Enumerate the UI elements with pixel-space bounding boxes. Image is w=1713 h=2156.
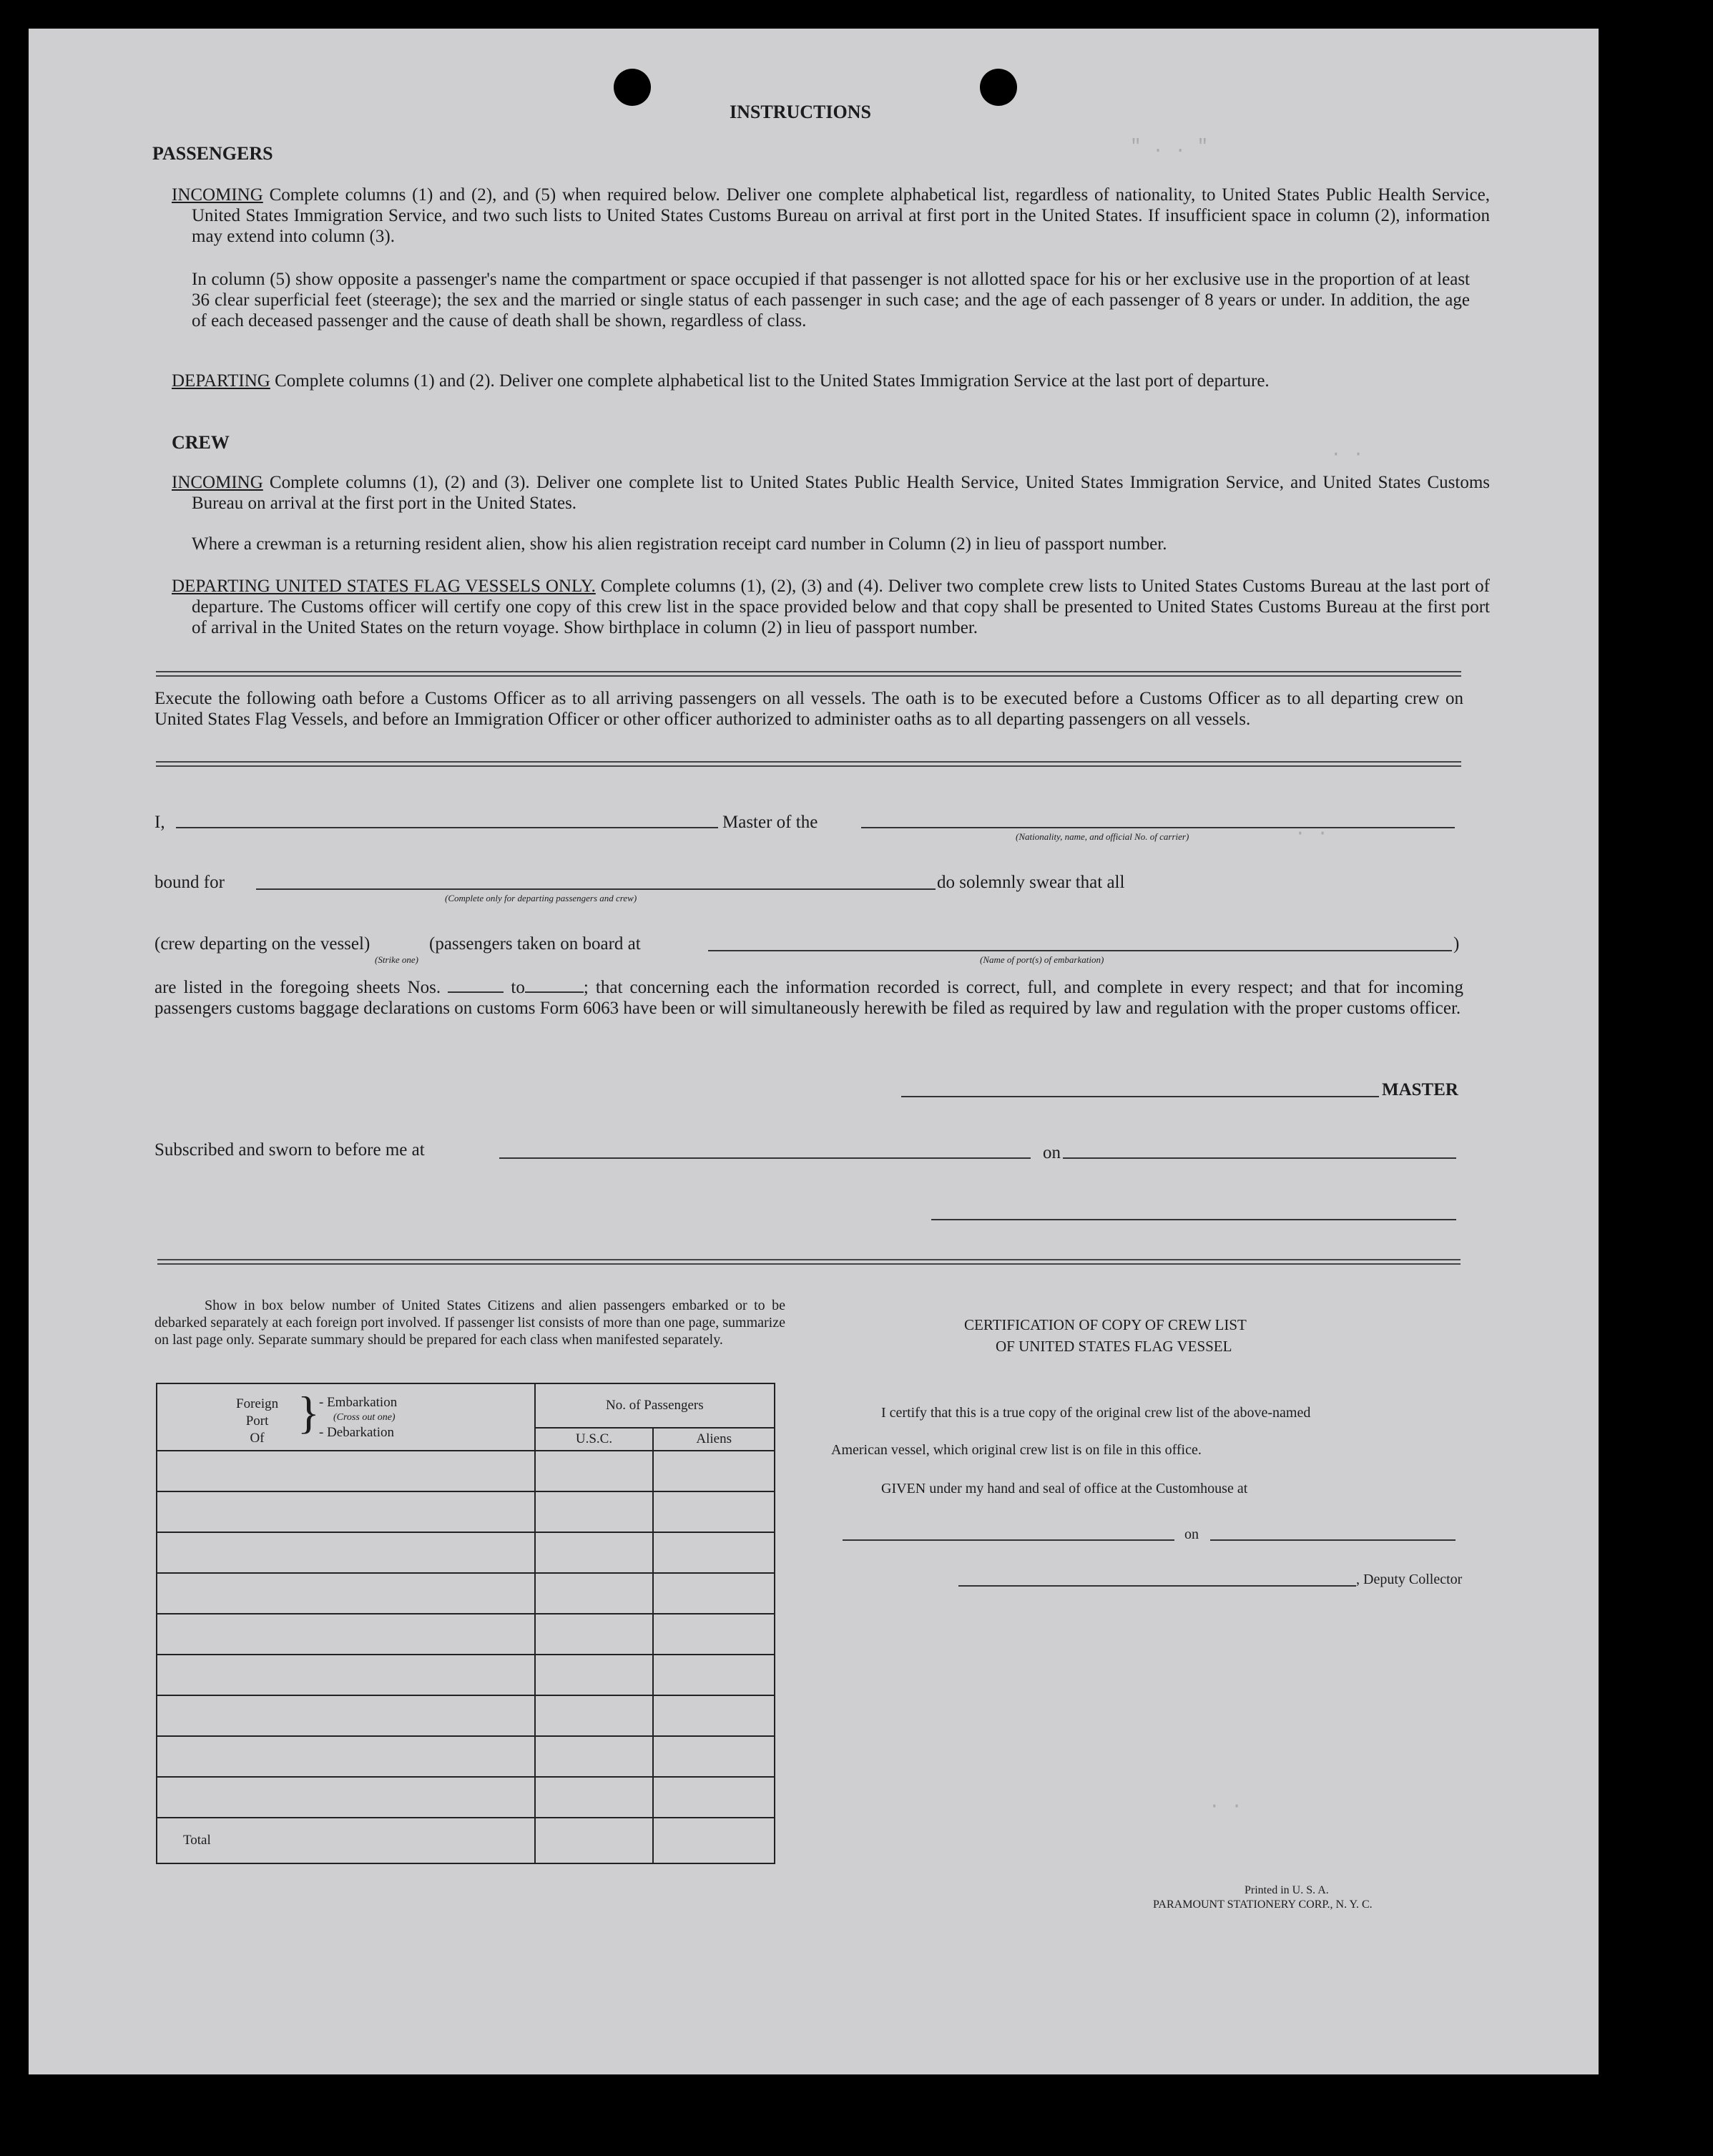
total-label: Total [157,1818,535,1863]
total-usc-cell[interactable] [535,1818,654,1863]
table-row [157,1491,775,1532]
ports-caption: (Name of port(s) of embarkation) [980,954,1104,965]
aliens-cell[interactable] [653,1451,775,1491]
passengers-taken-option: (passengers taken on board at [429,934,641,954]
no-of-passengers-header: No. of Passengers [535,1383,775,1428]
crew-heading: CREW [172,432,230,453]
given-line: GIVEN under my hand and seal of office at the Customhouse at [881,1481,1248,1496]
passengers-departing-paragraph: DEPARTING Complete columns (1) and (2). Deliver one complete alphabetical list to the United States Immigration Service at the last port of departure. [172,371,1270,391]
punch-hole [614,69,651,106]
sworn-place-field[interactable] [499,1157,1031,1159]
crew-departing-paragraph: DEPARTING UNITED STATES FLAG VESSELS ONLY. Complete columns (1), (2), (3) and (4). Deliver two complete crew lists to United States Customs Bureau at the last port of departure. The Customs officer will certify one copy of this crew list in the space provided below and that copy shall be presented to United States Customs Bureau at the first port of arrival in the United States on the return voyage. Show birthplace in column (2) in lieu of passport number. [172,577,1490,637]
master-name-field[interactable] [176,827,732,828]
passengers-incoming-paragraph: INCOMING Complete columns (1) and (2), and (5) when required below. Deliver one complete alphabetical list, regardless of nationality, to United States Public Health Service, United States Immigration Service, and two such lists to United States Customs Bureau on arrival at first port in the United States. If insufficient space in column (2), information may extend into column (3). [172,185,1490,246]
certification-title-2: OF UNITED STATES FLAG VESSEL [996,1338,1232,1355]
crew-departing-label: DEPARTING UNITED STATES FLAG VESSELS ONLY. [172,577,596,596]
sworn-on-label: on [1043,1143,1061,1162]
table-row [157,1573,775,1614]
deputy-collector-label: , Deputy Collector [1356,1572,1463,1587]
port-cell[interactable] [157,1532,535,1573]
table-row [157,1614,775,1655]
port-cell[interactable] [157,1777,535,1818]
printed-in: Printed in U. S. A. [1245,1884,1329,1896]
sworn-date-field[interactable] [1063,1157,1456,1159]
swear-label: do solemnly swear that all [937,873,1125,892]
form-page: " . . " · · · · · · INSTRUCTIONS PASSENGERS INCOMING Complete columns (1) and (2), and (5) when required below. Deliver one complete alphabetical list, regardless of nationality, to United States Public Health Service, United States Immigration Service, and two such lists to United States Customs Bureau on arrival at first port in the United States. If insufficient space in column (2), information may extend into column (3). In column (5) show opposite a passenger's name the compartment or space occupied if that passenger is not allotted space for his or her exclusive use in the proportion of at least 36 clear superficial feet (steerage); the sex and the married or single status of each passenger in such case; and the age of each passenger of 8 years or under. In addition, the age of each deceased passenger and the cause of death shall be shown, regardless of class. DEPARTING Complete columns (1) and (2). Deliver one complete alphabetical list to the United States Immigration Service at the last port of departure. CREW INCOMING Complete columns (1), (2) and (3). Deliver one complete list to United States Public Health Service, United States Immigration Service, and United States Customs Bureau on arrival at the first port in the United States. Where a crewman is a returning resident alien, show his alien registration receipt card number in Column (2) in lieu of passport number. DEPARTING UNITED STATES FLAG VESSELS ONLY. Complete columns (1), (2), (3) and (4). Deliver two complete crew lists to United States Customs Bureau at the last port of departure. The Customs officer will certify one copy of this crew list in the space provided below and that copy shall be presented to United States Customs Bureau at the first port of arrival in the United States on the return voyage. Show birthplace in column (2) in lieu of passport number. Execute the following oath before a Customs Officer as to all arriving passengers on all vessels. The oath is to be executed before a Customs Officer as to all departing crew on United States Flag Vessels, and before an Immigration Officer or other officer authorized to administer oaths as to all departing passengers on all vessels. I, Master of the (Nationality, name, and official No. of carrier) bound for (Complete only for departing passengers and crew) do solemnly swear that all (crew departing on the vessel) (passengers taken on board at ) (Strike one) (Name of port(s) of embarkation) are listed in the foregoing sheets Nos. to ; that concerning each the information recorded is correct, full, and complete in every respect; and that for incoming passengers customs baggage declarations on customs Form 6063 have been or will simultaneously herewith be filed as required by law and regulation with the proper customs officer. MASTER Subscribed and sworn to before me at on Show in box below number of United States Citizens and alien passengers embarked or to be debarked separately at each foreign port involved. If passenger list consists of more than one page, summarize on last page only. Separate summary should be prepared for each class when manifested separately. Foreign Port Of } - Embarkation (Cross out one) - Debarkation No. of Passengers U.S.C. Aliens Total CERTIFICATION OF COPY OF CREW LIST OF UNITED STATES FLAG VESSEL I certify that this is a true copy of the original crew list of the above-named American vessel, which original crew list is on file in this office. GIVEN under my hand and seal of office at the Customhouse at on , Deputy Collector Printed in U. S. A. PARAMOUNT STATIONERY CORP., N. Y. C. [29,29,1599,2074]
cross-out-note: (Cross out one) [333,1412,396,1423]
divider [156,761,1461,767]
crewman-paragraph: Where a crewman is a returning resident alien, show his alien registration receipt card number in Column (2) in lieu of passport number. [192,534,1167,554]
crew-incoming-paragraph: INCOMING Complete columns (1), (2) and (3). Deliver one complete list to United States Public Health Service, United States Immigration Service, and United States Customs Bureau on arrival at the first port in the United States. [172,473,1490,513]
passengers-heading: PASSENGERS [152,143,273,164]
table-row [157,1655,775,1695]
port-cell[interactable] [157,1573,535,1614]
bound-for-label: bound for [154,873,225,892]
master-label: MASTER [1379,1080,1458,1100]
table-row [157,1532,775,1573]
debarkation-option[interactable]: - Debarkation [319,1425,394,1440]
usc-cell[interactable] [535,1736,654,1777]
strike-caption: (Strike one) [375,954,419,965]
deputy-signature-field[interactable] [958,1585,1356,1587]
column5-paragraph: In column (5) show opposite a passenger's name the compartment or space occupied if that passenger is not allotted space for his or her exclusive use in the proportion of at least 36 clear superficial feet (steerage); the sex and the married or single status of each passenger in such case; and the age of each passenger of 8 years or under. In addition, the age of each deceased passenger and the cause of death shall be shown, regardless of class. [192,270,1470,330]
usc-cell[interactable] [535,1695,654,1736]
aliens-cell[interactable] [653,1695,775,1736]
aliens-cell[interactable] [653,1614,775,1655]
crew-incoming-label: INCOMING [172,473,263,492]
usc-cell[interactable] [535,1655,654,1695]
listed-paragraph: are listed in the foregoing sheets Nos. to ; that concerning each the information recorded is correct, full, and complete in every respect; and that for incoming passengers customs baggage declarations on customs Form 6063 have been or will simultaneously herewith be filed as required by law and regulation with the proper customs officer. [154,978,1464,1018]
oath-instructions: Execute the following oath before a Customs Officer as to all arriving passengers on all vessels. The oath is to be executed before a Customs Officer as to all departing crew on United States Flag Vessels, and before an Immigration Officer or other officer authorized to administer oaths as to all departing passengers on all vessels. [154,689,1463,729]
sheet-from-field[interactable] [448,991,504,993]
aliens-cell[interactable] [653,1491,775,1532]
port-cell[interactable] [157,1614,535,1655]
certification-title-1: CERTIFICATION OF COPY OF CREW LIST [964,1316,1247,1333]
usc-cell[interactable] [535,1451,654,1491]
usc-cell[interactable] [535,1491,654,1532]
bound-for-caption: (Complete only for departing passengers and crew) [445,893,637,903]
divider [156,671,1461,677]
port-cell[interactable] [157,1695,535,1736]
total-row [157,1818,775,1863]
bound-for-field[interactable] [256,888,936,890]
cert-on-label: on [1184,1527,1199,1542]
embarkation-option[interactable]: - Embarkation [319,1395,398,1410]
departing-label: DEPARTING [172,371,270,391]
port-cell[interactable] [157,1451,535,1491]
certify-line-2: American vessel, which original crew list is on file in this office. [831,1442,1202,1458]
usc-cell[interactable] [535,1573,654,1614]
carrier-caption: (Nationality, name, and official No. of carrier) [1016,831,1189,842]
table-row [157,1451,775,1491]
subscribed-label: Subscribed and sworn to before me at [154,1140,425,1160]
master-signature-field[interactable] [901,1096,1392,1097]
printer-name: PARAMOUNT STATIONERY CORP., N. Y. C. [1153,1898,1373,1911]
crew-departing-option: (crew departing on the vessel) [154,934,370,954]
port-cell[interactable] [157,1736,535,1777]
master-of-label: Master of the [718,813,822,833]
usc-cell[interactable] [535,1532,654,1573]
sheet-to-field[interactable] [525,991,584,993]
aliens-cell[interactable] [653,1573,775,1614]
customhouse-field[interactable] [843,1539,1174,1541]
certify-line-1: I certify that this is a true copy of the original crew list of the above-named [881,1405,1311,1421]
usc-header: U.S.C. [535,1428,654,1451]
oath-i-label: I, [154,813,165,832]
port-cell[interactable] [157,1655,535,1695]
aliens-cell[interactable] [653,1655,775,1695]
embarkation-ports-field[interactable] [708,950,1452,951]
passenger-summary-table [156,1383,775,1864]
usc-cell[interactable] [535,1777,654,1818]
table-row [157,1736,775,1777]
aliens-cell[interactable] [653,1777,775,1818]
total-aliens-cell[interactable] [653,1818,775,1863]
close-paren: ) [1453,934,1460,954]
aliens-cell[interactable] [653,1736,775,1777]
incoming-label: INCOMING [172,185,263,205]
officer-signature-field[interactable] [931,1219,1456,1220]
brace: } [298,1387,320,1438]
table-row [157,1777,775,1818]
instructions-title: INSTRUCTIONS [730,102,871,122]
cert-date-field[interactable] [1210,1539,1456,1541]
aliens-header: Aliens [653,1428,775,1451]
foreign-port-of: Foreign Port Of [236,1396,279,1446]
usc-cell[interactable] [535,1614,654,1655]
punch-hole [980,69,1017,106]
table-row [157,1695,775,1736]
summary-instructions: Show in box below number of United States Citizens and alien passengers embarked or to be debarked separately at each foreign port involved. If passenger list consists of more than one page, summarize on last page only. Separate summary should be prepared for each class when manifested separately. [154,1298,785,1348]
divider [157,1259,1461,1265]
port-cell[interactable] [157,1491,535,1532]
aliens-cell[interactable] [653,1532,775,1573]
port-header [157,1383,535,1451]
carrier-field[interactable] [861,827,1455,828]
